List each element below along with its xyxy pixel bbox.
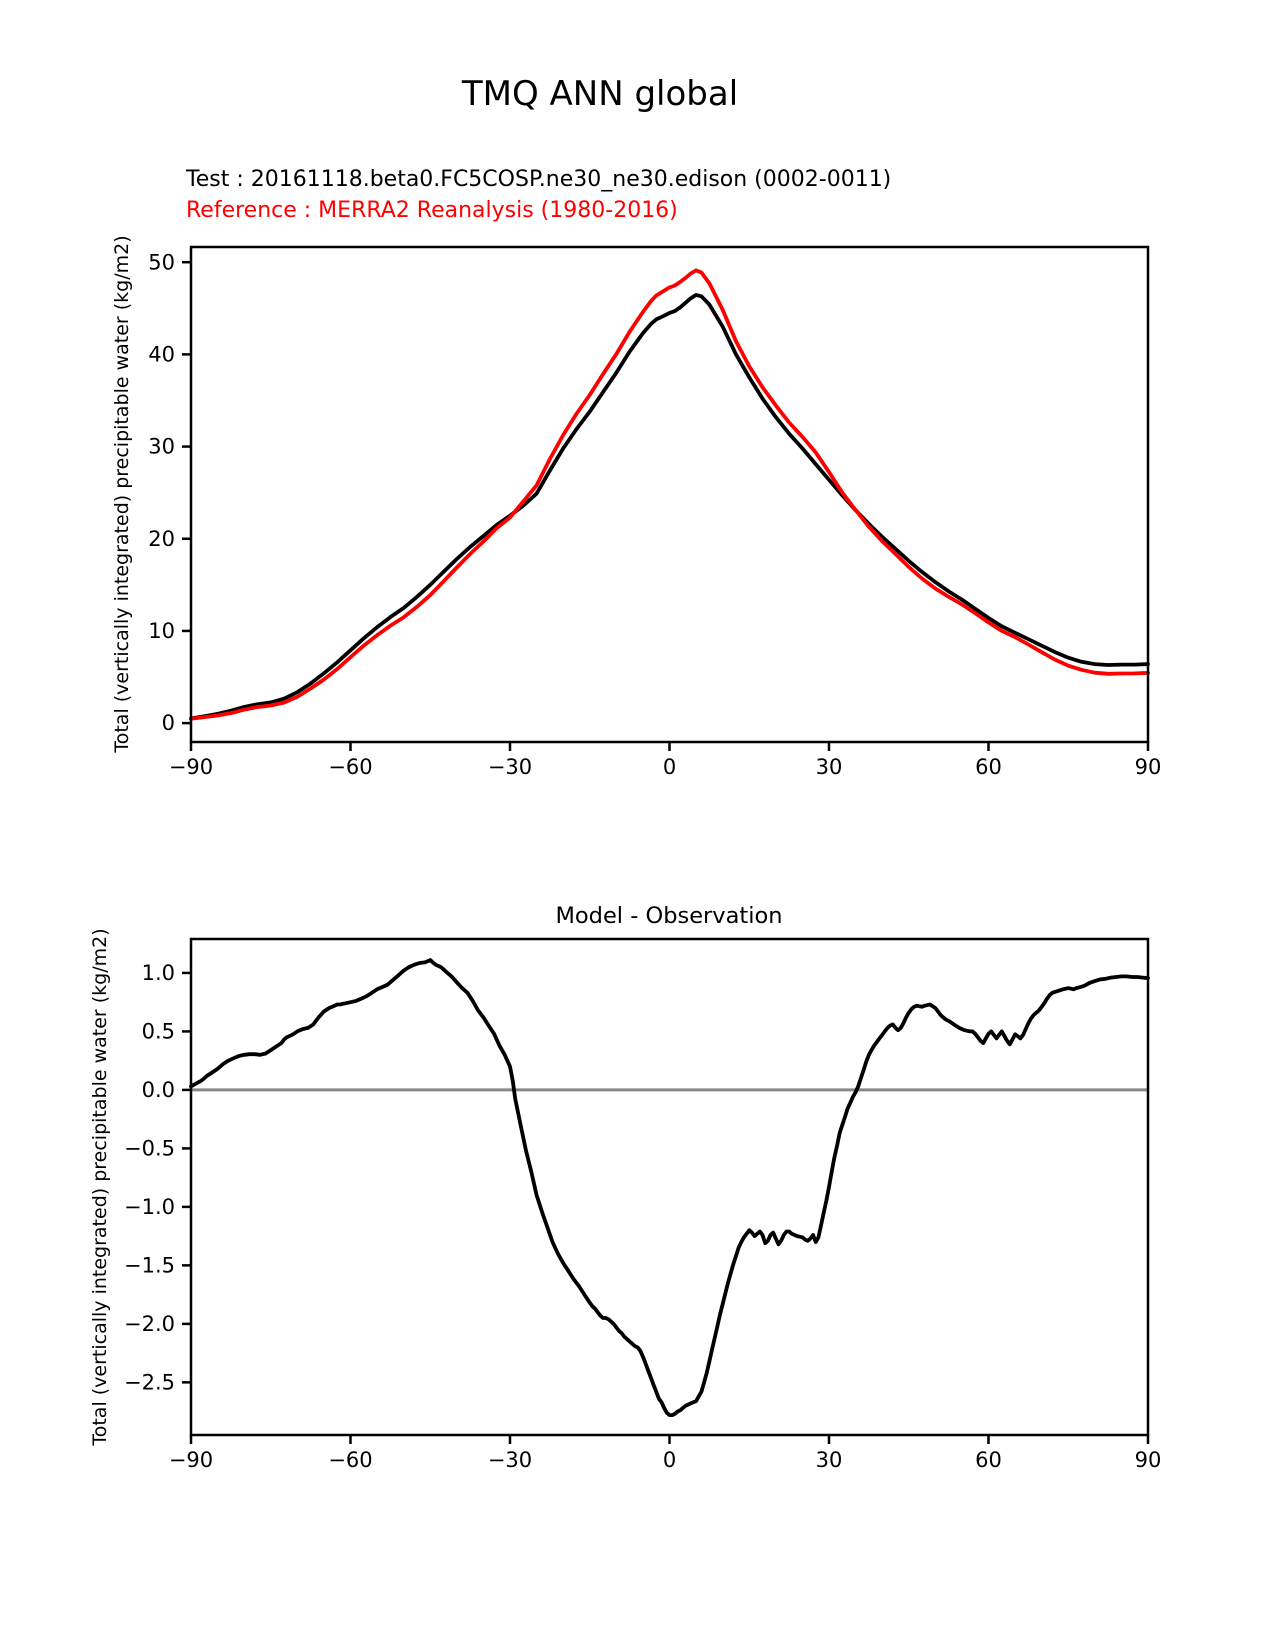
bottom-y-tick-label: −0.5: [124, 1136, 175, 1161]
bottom-x-tick-label: 60: [975, 1448, 1002, 1473]
bottom-y-tick-label: 1.0: [141, 961, 175, 986]
bottom-x-tick-label: 30: [815, 1448, 843, 1473]
bottom-x-tick-label: 0: [662, 1448, 677, 1473]
top-y-tick-label: 40: [148, 342, 175, 367]
bottom-y-tick-label: 0.0: [141, 1078, 175, 1103]
top-y-tick-label: 30: [148, 434, 175, 459]
test-run-label: Test : 20161118.beta0.FC5COSP.ne30_ne30.edison (0002-0011): [186, 167, 892, 192]
figure-title: TMQ ANN global: [461, 74, 739, 114]
reference-run-label: Reference : MERRA2 Reanalysis (1980-2016): [186, 198, 678, 223]
top-y-tick-label: 0: [161, 711, 175, 736]
bottom-y-axis-label: Total (vertically integrated) precipitable water (kg/m2): [89, 928, 111, 1446]
bottom-y-tick-label: −2.5: [124, 1370, 175, 1395]
top-x-tick-label: 60: [975, 755, 1002, 780]
top-axes-frame: [191, 247, 1148, 742]
bottom-axes-frame: [191, 939, 1148, 1435]
bottom-x-tick-label: −30: [487, 1448, 533, 1473]
bottom-x-tick-label: −90: [168, 1448, 214, 1473]
top-y-tick-label: 10: [148, 619, 175, 644]
bottom-y-tick-label: −2.0: [124, 1312, 175, 1337]
top-x-tick-label: −60: [328, 755, 373, 780]
top-curve-reference: [191, 270, 1148, 718]
bottom-plot-title: Model - Observation: [555, 903, 783, 929]
top-y-axis-label: Total (vertically integrated) precipitable water (kg/m2): [111, 235, 133, 753]
top-y-tick-label: 20: [148, 526, 175, 551]
bottom-y-tick-label: 0.5: [141, 1019, 175, 1044]
bottom-x-tick-label: −60: [328, 1448, 373, 1473]
top-x-tick-label: 0: [662, 755, 677, 780]
top-x-tick-label: −90: [168, 755, 214, 780]
top-x-tick-label: 90: [1134, 755, 1162, 780]
bottom-y-tick-label: −1.0: [124, 1195, 175, 1220]
top-y-tick-label: 50: [148, 250, 175, 275]
top-x-tick-label: −30: [487, 755, 533, 780]
top-x-tick-label: 30: [815, 755, 843, 780]
bottom-y-tick-label: −1.5: [124, 1253, 175, 1278]
bottom-curve-difference: [191, 960, 1148, 1415]
top-curve-test: [191, 295, 1148, 719]
bottom-x-tick-label: 90: [1134, 1448, 1162, 1473]
